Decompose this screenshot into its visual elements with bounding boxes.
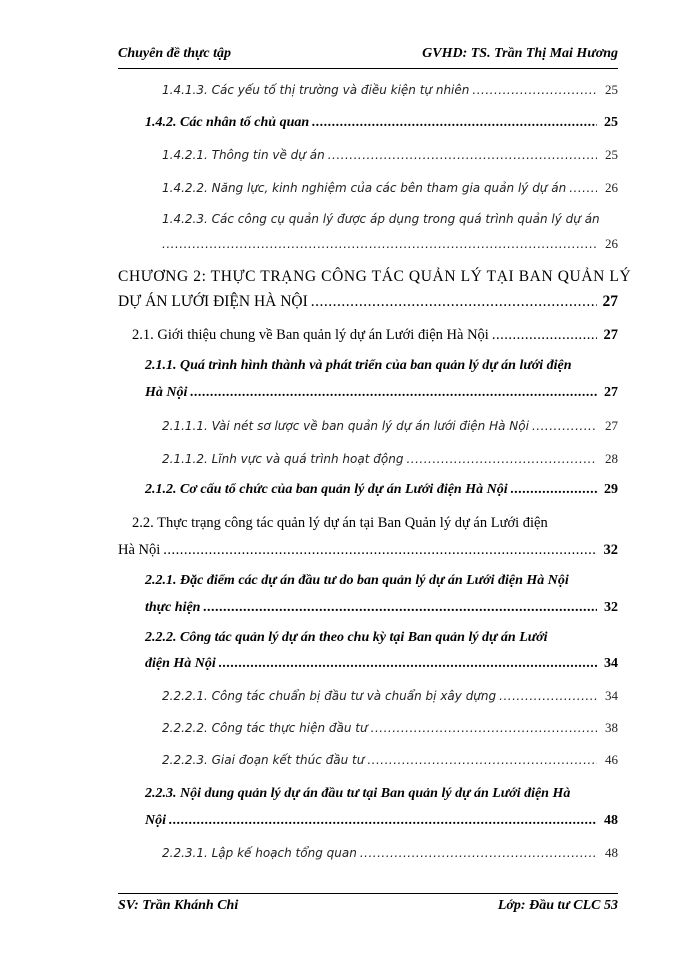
toc-text: CHƯƠNG 2: THỰC TRẠNG CÔNG TÁC QUẢN LÝ TẠI BAN QUẢN LÝ <box>118 268 632 285</box>
toc-page: 34 <box>605 688 618 703</box>
footer-rule <box>118 893 618 894</box>
toc-text: 2.2.3. Nội dung quản lý dự án đầu tư tại Ban quản lý dự án Lưới điện Hà <box>145 786 571 801</box>
toc-text: 2.2.1. Đặc điểm các dự án đầu tư do ban quản lý dự án Lưới điện Hà Nội <box>145 573 569 588</box>
toc-page: 25 <box>605 147 618 162</box>
toc-page: 27 <box>605 418 618 433</box>
toc-leader <box>169 813 597 829</box>
toc-leader <box>328 148 597 162</box>
toc-text: 1.4.2. Các nhân tố chủ quan <box>145 115 310 130</box>
toc-leader <box>511 482 597 498</box>
toc-leader <box>371 721 597 735</box>
toc-text-continued: DỰ ÁN LƯỚI ĐIỆN HÀ NỘI <box>118 293 308 310</box>
toc-text: 2.2. Thực trạng công tác quản lý dự án tại Ban Quản lý dự án Lưới điện <box>132 515 548 531</box>
toc-page: 27 <box>603 327 618 343</box>
toc-leader <box>190 385 597 401</box>
toc-text: 1.4.1.3. Các yếu tố thị trường và điều kiện tự nhiên <box>162 83 470 97</box>
toc-leader <box>219 656 597 672</box>
toc-page: 48 <box>604 813 618 828</box>
page-header <box>118 46 618 68</box>
toc-text: 2.1.1. Quá trình hình thành và phát triển của ban quản lý dự án lưới điện <box>145 358 572 373</box>
toc-leader <box>311 293 597 311</box>
page-footer <box>118 898 618 920</box>
toc-page: 32 <box>603 542 618 558</box>
toc-text: 2.1.1.1. Vài nét sơ lược về ban quản lý dự án lưới điện Hà Nội <box>162 419 529 433</box>
toc-text: 2.1. Giới thiệu chung về Ban quản lý dự án Lưới điện Hà Nội <box>132 327 489 343</box>
footer-left: SV: Trần Khánh Chi <box>118 898 239 913</box>
toc-text: 1.4.2.2. Năng lực, kinh nghiệm của các bên tham gia quản lý dự án <box>162 181 567 195</box>
toc-text-continued: Nội <box>145 813 166 828</box>
toc-page: 29 <box>604 482 618 497</box>
toc-text: 2.2.2. Công tác quản lý dự án theo chu kỳ tại Ban quản lý dự án Lưới <box>145 630 548 645</box>
toc-page: 27 <box>602 293 618 310</box>
toc-text: 2.1.2. Cơ cấu tổ chức của ban quản lý dự án Lưới điện Hà Nội <box>145 482 508 497</box>
header-right: GVHD: TS. Trần Thị Mai Hương <box>422 46 618 61</box>
toc-leader <box>203 600 597 616</box>
toc-text: 2.1.1.2. Lĩnh vực và quá trình hoạt động <box>162 452 404 466</box>
toc-leader <box>367 753 597 767</box>
toc-page: 25 <box>604 115 618 130</box>
toc-leader <box>406 452 597 466</box>
footer-right: Lớp: Đầu tư CLC 53 <box>497 898 618 913</box>
toc-text-continued: thực hiện <box>145 600 201 615</box>
toc-page: 48 <box>605 845 618 860</box>
toc-page: 28 <box>605 451 618 466</box>
toc-page: 26 <box>605 180 618 195</box>
header-rule <box>118 68 618 69</box>
toc-leader <box>163 542 597 559</box>
toc-page: 34 <box>604 656 618 671</box>
toc-leader <box>360 846 597 860</box>
toc-text: 2.2.2.3. Giai đoạn kết thúc đầu tư <box>162 753 365 767</box>
toc-leader <box>162 237 597 251</box>
toc-leader <box>569 181 597 195</box>
toc-page: 27 <box>604 385 618 400</box>
toc-leader <box>472 83 597 97</box>
toc-page: 38 <box>605 720 618 735</box>
toc-leader <box>499 689 597 703</box>
toc-page: 26 <box>605 236 618 251</box>
toc-page: 25 <box>605 82 618 97</box>
header-left: Chuyên đề thực tập <box>118 46 232 61</box>
toc-page: 46 <box>605 752 618 767</box>
toc-leader <box>312 115 597 131</box>
toc-page: 32 <box>604 600 618 615</box>
toc-text-continued: điện Hà Nội <box>145 656 216 671</box>
toc-leader <box>492 327 597 344</box>
toc-text-continued: Hà Nội <box>118 542 161 558</box>
toc-text: 2.2.3.1. Lập kế hoạch tổng quan <box>162 846 357 860</box>
toc-text: 2.2.2.1. Công tác chuẩn bị đầu tư và chuẩn bị xây dựng <box>162 689 497 703</box>
toc-text: 1.4.2.3. Các công cụ quản lý được áp dụng trong quá trình quản lý dự án <box>162 212 600 226</box>
toc-text: 2.2.2.2. Công tác thực hiện đầu tư <box>162 721 368 735</box>
toc-leader <box>532 419 597 433</box>
toc-text-continued: Hà Nội <box>145 385 188 400</box>
toc-text: 1.4.2.1. Thông tin về dự án <box>162 148 325 162</box>
